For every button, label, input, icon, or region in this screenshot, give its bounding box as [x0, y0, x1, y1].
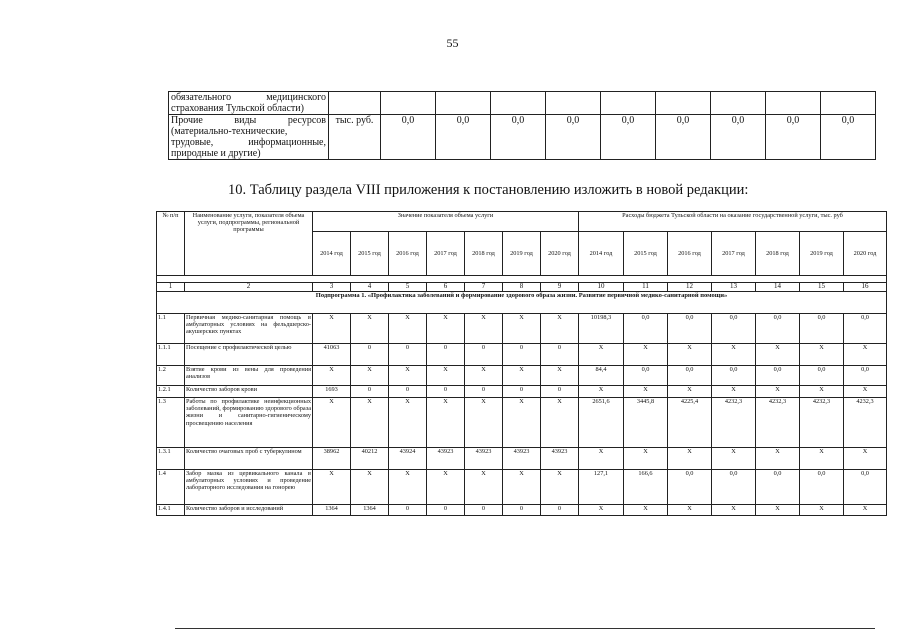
- volume-value: 43923: [427, 448, 465, 470]
- expense-value: 0,0: [756, 314, 800, 344]
- volume-value: 0: [503, 344, 541, 366]
- volume-value: X: [503, 470, 541, 505]
- expense-value: X: [712, 448, 756, 470]
- page-footer-rule: [175, 628, 875, 629]
- volume-value: X: [503, 398, 541, 448]
- column-number: 9: [541, 283, 579, 292]
- value-cell: [436, 92, 491, 115]
- value-cell: [546, 92, 601, 115]
- volume-value: 0: [427, 505, 465, 516]
- volume-value: X: [313, 314, 351, 344]
- expense-value: X: [844, 344, 887, 366]
- volume-value: 0: [465, 505, 503, 516]
- volume-value: 43923: [503, 448, 541, 470]
- expense-value: X: [756, 505, 800, 516]
- volume-value: 0: [465, 344, 503, 366]
- value-cell: [656, 92, 711, 115]
- expense-value: X: [844, 505, 887, 516]
- value-cell: 0,0: [601, 115, 656, 160]
- volume-value: X: [465, 398, 503, 448]
- expense-value: 0,0: [756, 366, 800, 386]
- expense-value: X: [844, 448, 887, 470]
- section-heading: 10. Таблицу раздела VIII приложения к постановлению изложить в новой редакции:: [228, 182, 749, 198]
- row-name: Забор мазка из цервикального канала в амбулаторных условиях и проведение лабораторного исследования на гонорею: [185, 470, 313, 505]
- column-number: 5: [389, 283, 427, 292]
- volume-value: X: [351, 314, 389, 344]
- expense-value: X: [712, 386, 756, 398]
- volume-value: 0: [503, 386, 541, 398]
- volume-value: 1364: [313, 505, 351, 516]
- volume-year-header: 2016 год: [389, 232, 427, 276]
- table-row: [157, 386, 887, 398]
- header-num: № п/п: [157, 212, 185, 276]
- volume-value: X: [427, 366, 465, 386]
- continuation-table: [168, 91, 876, 160]
- volume-value: X: [313, 366, 351, 386]
- volume-value: 0: [541, 344, 579, 366]
- column-number-row: [157, 283, 887, 292]
- volume-value: X: [427, 314, 465, 344]
- value-cell: [766, 92, 821, 115]
- row-number: 1.4.1: [157, 505, 185, 516]
- expense-value: 4232,3: [844, 398, 887, 448]
- resource-name-line: страхования Тульской области): [171, 103, 304, 114]
- volume-value: X: [313, 398, 351, 448]
- column-number: 1: [157, 283, 185, 292]
- table-row: [157, 314, 887, 344]
- volume-value: X: [427, 470, 465, 505]
- volume-value: 0: [427, 386, 465, 398]
- expense-value: 0,0: [756, 470, 800, 505]
- volume-value: X: [541, 470, 579, 505]
- expense-value: 166,6: [624, 470, 668, 505]
- header-spacer-row: [157, 276, 887, 283]
- column-number: 7: [465, 283, 503, 292]
- row-number: 1.2.1: [157, 386, 185, 398]
- table-row: [157, 344, 887, 366]
- volume-value: X: [503, 366, 541, 386]
- expense-year-header: 2017 год: [712, 232, 756, 276]
- column-number: 13: [712, 283, 756, 292]
- volume-value: 0: [541, 386, 579, 398]
- expense-value: X: [756, 448, 800, 470]
- expense-year-header: 2016 год: [668, 232, 712, 276]
- value-cell: [821, 92, 876, 115]
- expense-value: 84,4: [579, 366, 624, 386]
- row-name: Первичная медико-санитарная помощь в амбулаторных условиях на фельдшерско-акушерских пунктах: [185, 314, 313, 344]
- volume-value: 0: [351, 386, 389, 398]
- expense-value: X: [800, 448, 844, 470]
- row-name: Взятие крови из вены для проведения анализов: [185, 366, 313, 386]
- column-number: 4: [351, 283, 389, 292]
- volume-year-header: 2017 год: [427, 232, 465, 276]
- volume-year-header: 2019 год: [503, 232, 541, 276]
- expense-value: X: [712, 505, 756, 516]
- row-name: Количество заборов крови: [185, 386, 313, 398]
- value-cell: [711, 92, 766, 115]
- expense-value: 0,0: [712, 470, 756, 505]
- header-volume-group: Значение показателя объема услуги: [313, 212, 579, 232]
- expense-value: 127,1: [579, 470, 624, 505]
- volume-year-header: 2020 год: [541, 232, 579, 276]
- row-name: Количество очаговых проб с туберкулином: [185, 448, 313, 470]
- volume-value: X: [351, 398, 389, 448]
- expense-value: X: [668, 344, 712, 366]
- continuation-row: [169, 92, 876, 115]
- resource-name-line: обязательного медицинского: [171, 92, 326, 103]
- volume-year-header: 2014 год: [313, 232, 351, 276]
- expense-value: 0,0: [800, 470, 844, 505]
- expense-value: 2651,6: [579, 398, 624, 448]
- volume-value: X: [465, 366, 503, 386]
- column-number: 3: [313, 283, 351, 292]
- volume-value: 43923: [465, 448, 503, 470]
- expense-value: X: [668, 386, 712, 398]
- expense-value: 0,0: [844, 470, 887, 505]
- expense-value: 4225,4: [668, 398, 712, 448]
- volume-value: 43924: [389, 448, 427, 470]
- volume-value: X: [351, 470, 389, 505]
- expense-value: X: [579, 448, 624, 470]
- expense-value: 3445,8: [624, 398, 668, 448]
- value-cell: 0,0: [381, 115, 436, 160]
- volume-value: 38962: [313, 448, 351, 470]
- volume-value: 1364: [351, 505, 389, 516]
- volume-value: 0: [389, 344, 427, 366]
- table-row: [157, 366, 887, 386]
- volume-value: 0: [541, 505, 579, 516]
- value-cell: 0,0: [656, 115, 711, 160]
- expense-value: X: [756, 386, 800, 398]
- expense-value: 0,0: [668, 470, 712, 505]
- column-number: 15: [800, 283, 844, 292]
- volume-year-header: 2015 год: [351, 232, 389, 276]
- volume-value: X: [313, 470, 351, 505]
- row-name: Работы по профилактике неинфекционных заболеваний, формированию здорового образа жизни и санитарно-гигиеническому просвещению населения: [185, 398, 313, 448]
- expense-value: 0,0: [712, 366, 756, 386]
- volume-value: X: [389, 366, 427, 386]
- column-number: 11: [624, 283, 668, 292]
- expense-value: X: [800, 344, 844, 366]
- row-number: 1.2: [157, 366, 185, 386]
- value-cell: 0,0: [491, 115, 546, 160]
- expense-value: X: [668, 448, 712, 470]
- value-cell: 0,0: [711, 115, 766, 160]
- column-number: 16: [844, 283, 887, 292]
- expense-value: X: [579, 386, 624, 398]
- value-cell: [601, 92, 656, 115]
- expense-value: X: [800, 386, 844, 398]
- volume-value: X: [465, 470, 503, 505]
- expense-value: X: [668, 505, 712, 516]
- value-cell: 0,0: [821, 115, 876, 160]
- row-number: 1.1.1: [157, 344, 185, 366]
- volume-value: 1693: [313, 386, 351, 398]
- column-number: 10: [579, 283, 624, 292]
- resource-name-line: природные и другие): [171, 148, 261, 159]
- expense-value: 0,0: [844, 366, 887, 386]
- expense-value: 4232,3: [800, 398, 844, 448]
- table-row: [157, 398, 887, 448]
- volume-value: 40212: [351, 448, 389, 470]
- expense-value: 0,0: [712, 314, 756, 344]
- value-cell: [381, 92, 436, 115]
- volume-value: X: [465, 314, 503, 344]
- volume-value: 41063: [313, 344, 351, 366]
- expense-value: 0,0: [844, 314, 887, 344]
- expense-value: X: [756, 344, 800, 366]
- expense-year-header: 2018 год: [756, 232, 800, 276]
- page-number: 55: [446, 36, 459, 50]
- column-number: 6: [427, 283, 465, 292]
- resource-name-line: трудовые, информационные,: [171, 137, 326, 148]
- expense-value: 10198,3: [579, 314, 624, 344]
- resource-name-line: Прочие виды ресурсов: [171, 115, 326, 126]
- expense-year-header: 2019 год: [800, 232, 844, 276]
- column-number: 14: [756, 283, 800, 292]
- row-number: 1.4: [157, 470, 185, 505]
- row-number: 1.1: [157, 314, 185, 344]
- volume-value: X: [541, 366, 579, 386]
- value-cell: 0,0: [766, 115, 821, 160]
- expense-value: 4232,3: [756, 398, 800, 448]
- subprogram-title: Подпрограмма 1. «Профилактика заболеваний и формирование здорового образа жизни. Развитие первичной медико-санитарной помощи»: [157, 292, 887, 314]
- expense-value: X: [800, 505, 844, 516]
- row-name: Посещение с профилактической целью: [185, 344, 313, 366]
- header-name: Наименование услуги, показателя объема услуги, подпрограммы, региональной программы: [185, 212, 313, 276]
- volume-value: 43923: [541, 448, 579, 470]
- expense-value: 0,0: [624, 366, 668, 386]
- volume-value: 0: [465, 386, 503, 398]
- volume-value: 0: [427, 344, 465, 366]
- value-cell: [491, 92, 546, 115]
- volume-year-header: 2018 год: [465, 232, 503, 276]
- expense-value: X: [624, 505, 668, 516]
- spacer-cell: [157, 276, 887, 283]
- expense-value: X: [579, 344, 624, 366]
- column-number: 2: [185, 283, 313, 292]
- unit-cell: [329, 92, 381, 115]
- volume-value: X: [389, 470, 427, 505]
- expense-year-header: 2020 год: [844, 232, 887, 276]
- table-row: [157, 505, 887, 516]
- volume-value: X: [389, 314, 427, 344]
- expense-value: 0,0: [800, 314, 844, 344]
- row-number: 1.3.1: [157, 448, 185, 470]
- table-row: [157, 448, 887, 470]
- volume-value: 0: [503, 505, 541, 516]
- subprogram-row: [157, 292, 887, 314]
- expense-value: 0,0: [668, 314, 712, 344]
- expense-value: X: [624, 448, 668, 470]
- volume-value: X: [541, 314, 579, 344]
- expense-value: 0,0: [800, 366, 844, 386]
- resource-name-cell: [169, 92, 329, 115]
- resource-name-line: (материально-технические,: [171, 126, 288, 137]
- value-cell: 0,0: [546, 115, 601, 160]
- expense-value: X: [624, 344, 668, 366]
- expense-value: 4232,3: [712, 398, 756, 448]
- volume-value: X: [427, 398, 465, 448]
- row-name: Количество заборов и исследований: [185, 505, 313, 516]
- volume-value: X: [351, 366, 389, 386]
- continuation-row: [169, 115, 876, 160]
- unit-cell: тыс. руб.: [329, 115, 381, 160]
- expense-value: X: [712, 344, 756, 366]
- volume-value: 0: [351, 344, 389, 366]
- volume-value: X: [541, 398, 579, 448]
- row-number: 1.3: [157, 398, 185, 448]
- column-number: 12: [668, 283, 712, 292]
- volume-value: X: [503, 314, 541, 344]
- resource-name-cell: [169, 115, 329, 160]
- header-expense-group: Расходы бюджета Тульской области на оказание государственной услуги, тыс. руб: [579, 212, 887, 232]
- column-number: 8: [503, 283, 541, 292]
- service-table: [156, 211, 887, 516]
- expense-value: X: [579, 505, 624, 516]
- value-cell: 0,0: [436, 115, 491, 160]
- expense-year-header: 2015 год: [624, 232, 668, 276]
- expense-value: X: [624, 386, 668, 398]
- expense-year-header: 2014 год: [579, 232, 624, 276]
- volume-value: X: [389, 398, 427, 448]
- expense-value: 0,0: [624, 314, 668, 344]
- expense-value: X: [844, 386, 887, 398]
- volume-value: 0: [389, 505, 427, 516]
- expense-value: 0,0: [668, 366, 712, 386]
- table-row: [157, 470, 887, 505]
- volume-value: 0: [389, 386, 427, 398]
